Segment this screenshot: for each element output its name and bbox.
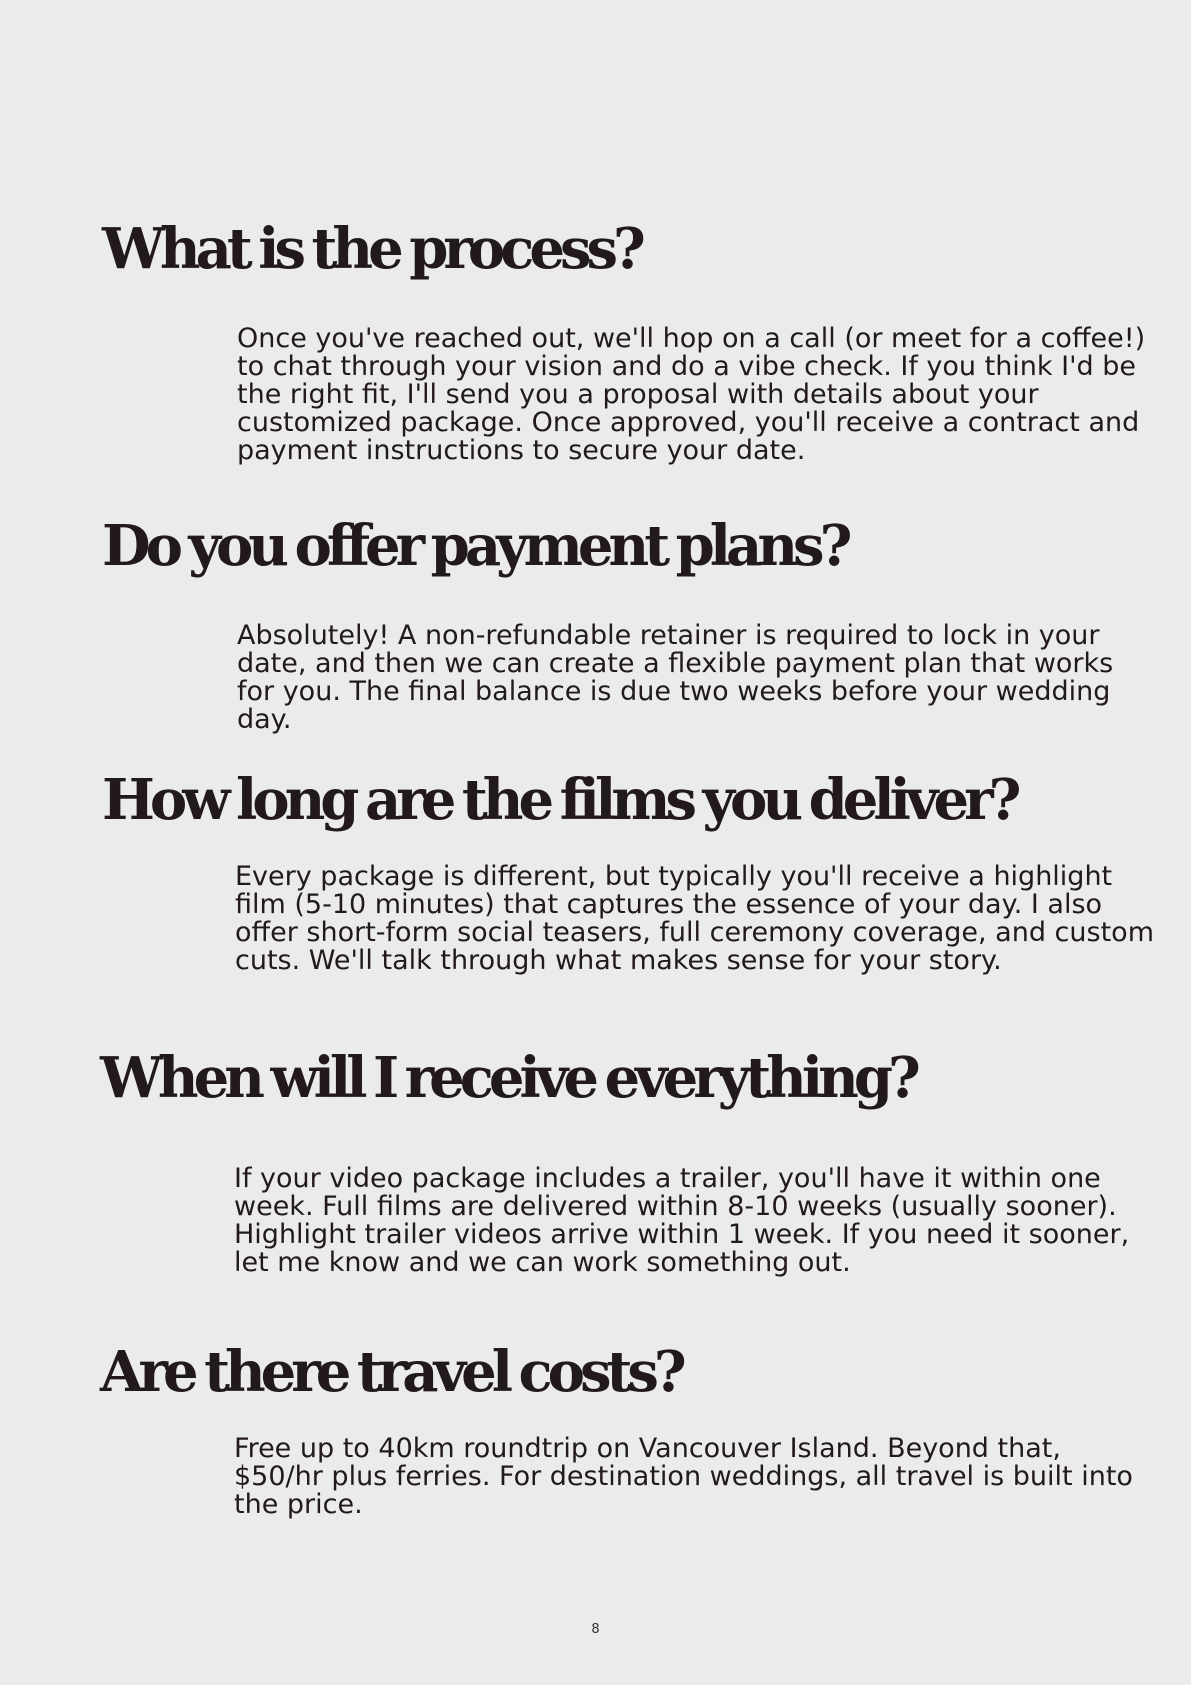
faq-answer-process: Once you've reached out, we'll hop on a call (or meet for a coffee!) to chat through your vision and do a vibe check. If you think I'd be the right fit, I'll send you a proposal with details about your customized package. Once approved, you'll receive a contract and payment instructions to secure your date. <box>237 323 1146 466</box>
page-number: 8 <box>591 1622 600 1637</box>
faq-answer-payment-plans: Absolutely! A non-refundable retainer is required to lock in your date, and then we can create a flexible payment plan that works for you. The final balance is due two weeks before your wedding day. <box>237 620 1114 735</box>
faq-answer-film-length: Every package is different, but typically you'll receive a highlight film (5-10 minutes) that captures the essence of your day. I also offer short-form social teasers, full ceremony coverage, and custom cuts. We'll talk through what makes sense for your story. <box>235 861 1154 976</box>
faq-question-film-length: How long are the films you deliver? <box>102 767 1017 833</box>
faq-question-travel-costs: Are there travel costs? <box>100 1339 682 1405</box>
faq-question-delivery-time: When will I receive everything? <box>100 1045 916 1111</box>
faq-question-payment-plans: Do you offer payment plans? <box>102 513 848 579</box>
faq-answer-travel-costs: Free up to 40km roundtrip on Vancouver Island. Beyond that, $50/hr plus ferries. For destination weddings, all travel is built into the price. <box>234 1433 1133 1520</box>
faq-answer-delivery-time: If your video package includes a trailer, you'll have it within one week. Full films are delivered within 8-10 weeks (usually sooner). Highlight trailer videos arrive within 1 week. If you need it sooner, let me know and we can work something out. <box>234 1163 1130 1278</box>
faq-question-process: What is the process? <box>102 216 641 282</box>
